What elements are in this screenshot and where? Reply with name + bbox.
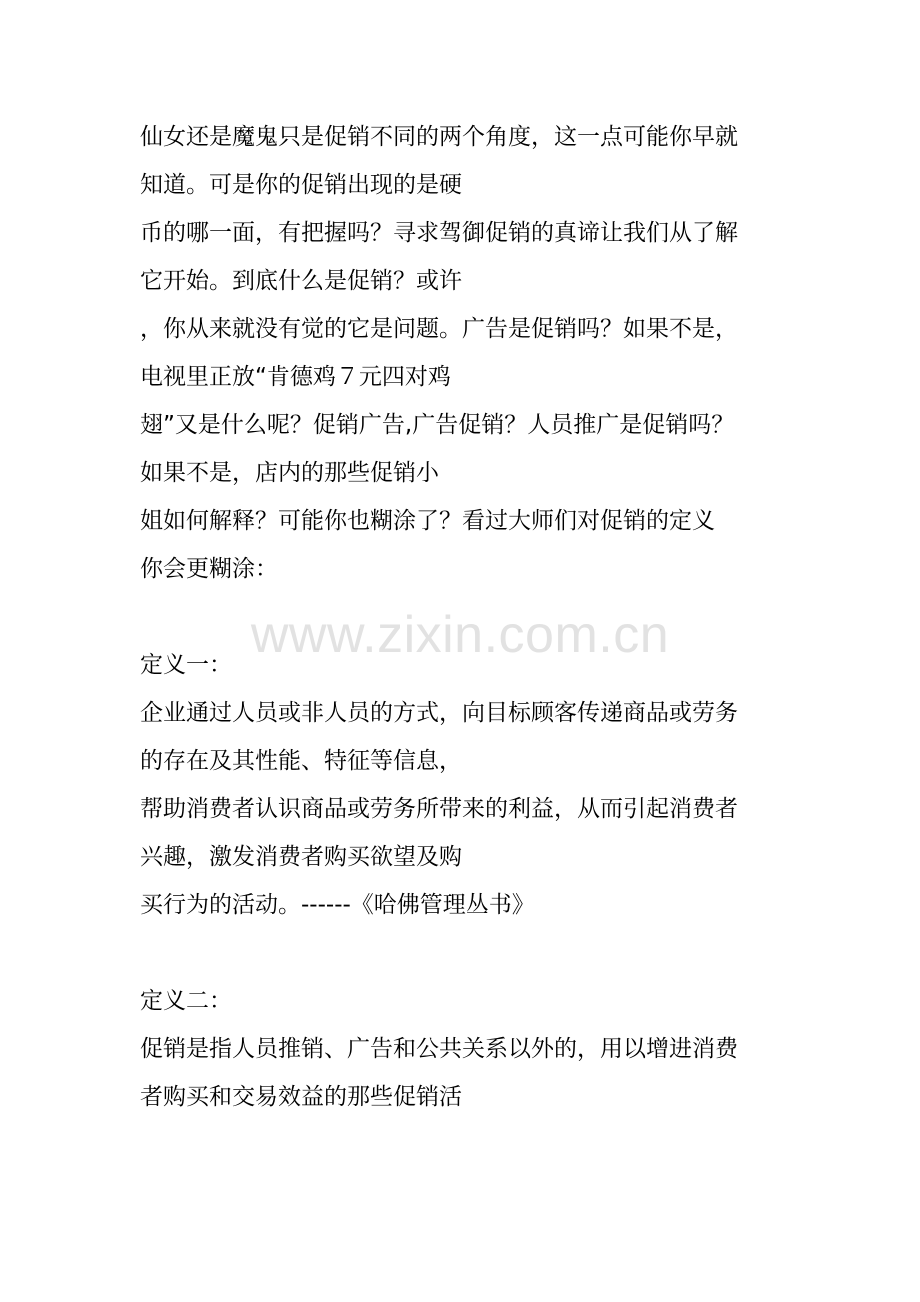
watermark: www.zixin.com.cn	[250, 606, 670, 664]
definition-line: 帮助消费者认识商品或劳务所带来的利益，从而引起消费者	[140, 796, 738, 822]
intro-line: 你会更糊涂：	[140, 556, 278, 582]
definition-line: 促销是指人员推销、广告和公共关系以外的，用以增进消费	[140, 1036, 738, 1062]
intro-line: 电视里正放“肯德鸡７元四对鸡	[140, 364, 451, 390]
definition-line: 企业通过人员或非人员的方式，向目标顾客传递商品或劳务	[140, 700, 738, 726]
intro-line: 翅”又是什么呢？促销广告,广告促销？人员推广是促销吗？	[140, 412, 735, 438]
intro-line: 姐如何解释？可能你也糊涂了？看过大师们对促销的定义	[140, 508, 715, 534]
definition-line: 者购买和交易效益的那些促销活	[140, 1084, 462, 1110]
definition-heading: 定义二：	[140, 988, 232, 1014]
intro-line: 它开始。到底什么是促销？或许	[140, 268, 462, 294]
intro-line: 如果不是，店内的那些促销小	[140, 460, 439, 486]
intro-line: 知道。可是你的促销出现的是硬	[140, 172, 462, 198]
definition-line: 的存在及其性能、特征等信息，	[140, 748, 462, 774]
intro-line: ，你从来就没有觉的它是问题。广告是促销吗？如果不是，	[140, 316, 738, 342]
definition-heading: 定义一：	[140, 652, 232, 678]
intro-line: 仙女还是魔鬼只是促销不同的两个角度，这一点可能你早就	[140, 124, 738, 150]
definition-line: 买行为的活动。------《哈佛管理丛书》	[140, 892, 535, 918]
intro-line: 币的哪一面，有把握吗？寻求驾御促销的真谛让我们从了解	[140, 220, 738, 246]
definition-line: 兴趣，激发消费者购买欲望及购	[140, 844, 462, 870]
